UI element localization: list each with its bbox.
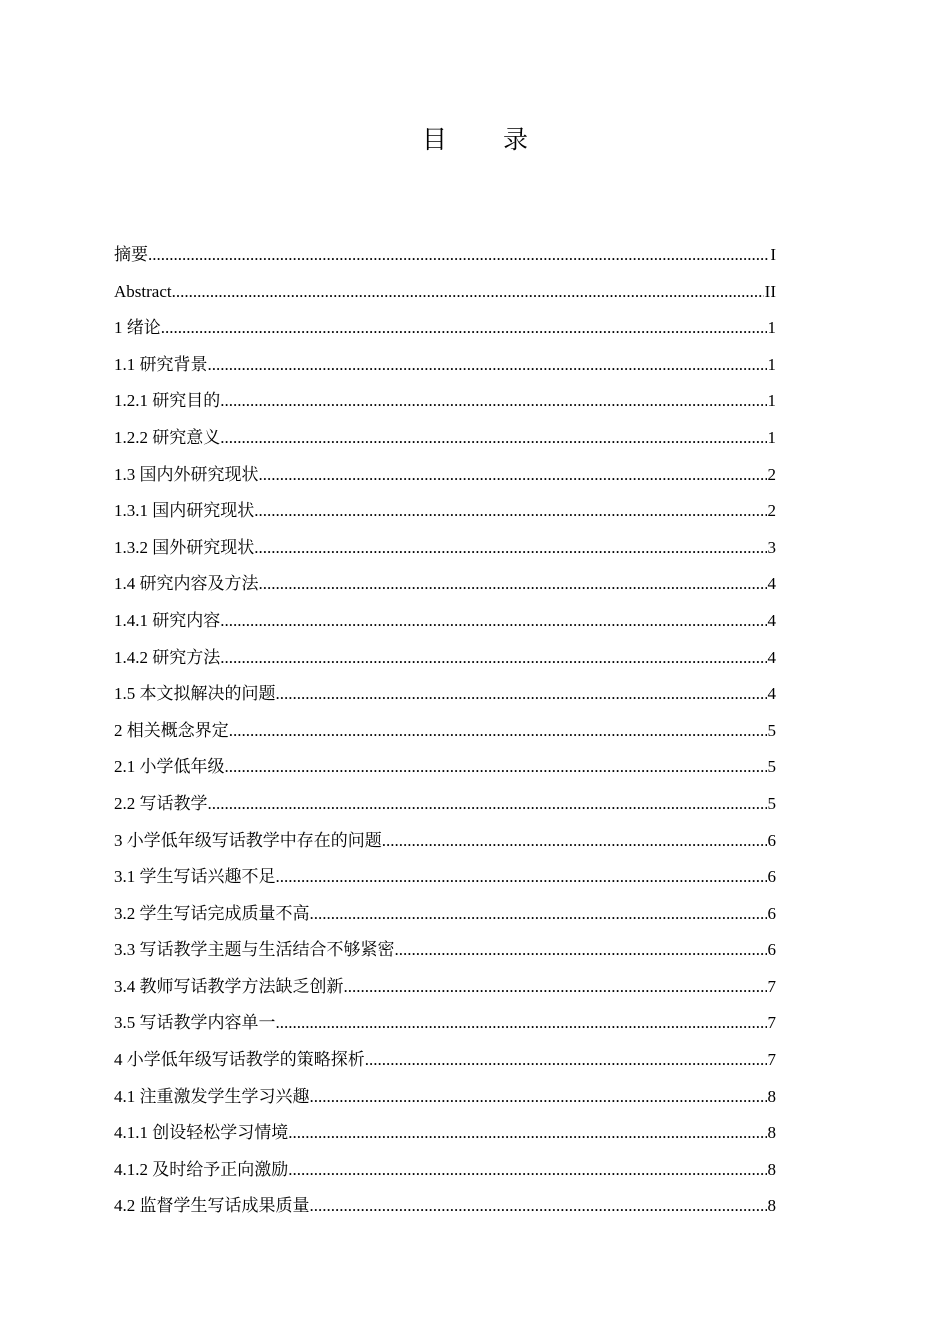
toc-dot-leader: [259, 566, 767, 603]
toc-dot-leader: [395, 932, 767, 969]
toc-dot-leader: [288, 1152, 766, 1189]
toc-dot-leader: [382, 823, 767, 860]
toc-entry-page-number: 1: [767, 318, 776, 338]
toc-entry-label: 3.3 写话教学主题与生活结合不够紧密: [114, 940, 395, 960]
toc-entry-page-number: 5: [767, 720, 776, 740]
toc-dot-leader: [276, 676, 767, 713]
toc-dot-leader: [220, 420, 766, 457]
toc-entry[interactable]: [114, 640, 776, 677]
toc-dot-leader: [148, 237, 769, 274]
toc-entry-page-number: I: [770, 245, 776, 264]
toc-dot-leader: [288, 1115, 766, 1152]
toc-entry[interactable]: [114, 457, 776, 494]
toc-entry[interactable]: [114, 237, 776, 274]
toc-entry-label: 2.1 小学低年级: [114, 757, 225, 777]
toc-entry-page-number: 6: [767, 940, 776, 960]
toc-entry-label: 1.3.1 国内研究现状: [114, 501, 255, 521]
toc-entry-label: 1.2.1 研究目的: [114, 391, 221, 411]
toc-entry-label: 1 绪论: [114, 318, 161, 338]
toc-entry-label: 3 小学低年级写话教学中存在的问题: [114, 830, 382, 850]
toc-entry[interactable]: [114, 383, 776, 420]
toc-entry[interactable]: [114, 1042, 776, 1079]
toc-dot-leader: [276, 1005, 767, 1042]
toc-entry-page-number: 7: [767, 976, 776, 996]
toc-entry-label: 4.2 监督学生写话成果质量: [114, 1196, 310, 1216]
toc-entry-page-number: 6: [767, 903, 776, 923]
toc-entry-page-number: 8: [767, 1123, 776, 1143]
toc-entry[interactable]: [114, 932, 776, 969]
toc-entry-page-number: 6: [767, 830, 776, 850]
toc-entry[interactable]: [114, 603, 776, 640]
toc-entry[interactable]: [114, 1115, 776, 1152]
toc-entry[interactable]: [114, 1079, 776, 1116]
toc-entry-label: Abstract: [114, 281, 172, 301]
toc-entry-page-number: 4: [767, 574, 776, 594]
toc-entry-page-number: 8: [767, 1196, 776, 1216]
toc-entry-label: 3.5 写话教学内容单一: [114, 1013, 276, 1033]
toc-entry[interactable]: [114, 676, 776, 713]
toc-entry-label: 1.3.2 国外研究现状: [114, 537, 255, 557]
toc-entry[interactable]: [114, 969, 776, 1006]
toc-dot-leader: [225, 749, 767, 786]
toc-entry-page-number: 6: [767, 867, 776, 887]
toc-entry[interactable]: [114, 420, 776, 457]
page-title: 目 录: [422, 125, 552, 154]
toc-dot-leader: [254, 530, 766, 567]
toc-entry-page-number: 4: [767, 610, 776, 630]
toc-entry-label: 1.4.2 研究方法: [114, 647, 221, 667]
toc-entry-label: 1.2.2 研究意义: [114, 427, 221, 447]
toc-entry-page-number: 8: [767, 1086, 776, 1106]
toc-dot-leader: [310, 1079, 767, 1116]
toc-entry-page-number: 3: [767, 537, 776, 557]
table-of-contents: [114, 237, 776, 1225]
toc-entry-label: 1.5 本文拟解决的问题: [114, 684, 276, 704]
toc-entry[interactable]: [114, 1152, 776, 1189]
toc-entry-label: 2.2 写话教学: [114, 793, 208, 813]
toc-dot-leader: [344, 969, 767, 1006]
toc-entry-label: 4 小学低年级写话教学的策略探析: [114, 1050, 365, 1070]
toc-entry[interactable]: [114, 859, 776, 896]
toc-entry-label: 4.1.1 创设轻松学习情境: [114, 1123, 289, 1143]
toc-entry-page-number: 4: [767, 684, 776, 704]
toc-dot-leader: [161, 310, 767, 347]
toc-dot-leader: [220, 383, 766, 420]
toc-entry[interactable]: [114, 493, 776, 530]
toc-entry-label: 2 相关概念界定: [114, 720, 229, 740]
toc-entry[interactable]: [114, 566, 776, 603]
toc-entry-label: 1.4 研究内容及方法: [114, 574, 259, 594]
toc-entry-page-number: 7: [767, 1013, 776, 1033]
toc-entry-label: 1.4.1 研究内容: [114, 610, 221, 630]
toc-entry-page-number: 1: [767, 354, 776, 374]
toc-entry[interactable]: [114, 1188, 776, 1225]
toc-entry-label: 3.4 教师写话教学方法缺乏创新: [114, 976, 344, 996]
toc-dot-leader: [365, 1042, 767, 1079]
toc-entry-label: 摘要: [114, 245, 148, 264]
toc-entry[interactable]: [114, 1005, 776, 1042]
toc-entry-page-number: II: [764, 281, 776, 301]
toc-dot-leader: [220, 603, 766, 640]
toc-dot-leader: [229, 713, 767, 750]
toc-entry-page-number: 2: [767, 501, 776, 521]
toc-entry[interactable]: [114, 896, 776, 933]
toc-entry-label: 4.1.2 及时给予正向激励: [114, 1159, 289, 1179]
toc-entry-page-number: 4: [767, 647, 776, 667]
toc-entry-label: 1.1 研究背景: [114, 354, 208, 374]
toc-entry-page-number: 5: [767, 793, 776, 813]
toc-dot-leader: [259, 457, 767, 494]
toc-dot-leader: [310, 1188, 767, 1225]
toc-entry[interactable]: [114, 749, 776, 786]
toc-entry[interactable]: [114, 347, 776, 384]
toc-entry-page-number: 5: [767, 757, 776, 777]
toc-dot-leader: [208, 786, 767, 823]
toc-entry[interactable]: [114, 786, 776, 823]
toc-entry-page-number: 1: [767, 391, 776, 411]
toc-entry-label: 4.1 注重激发学生学习兴趣: [114, 1086, 310, 1106]
toc-entry-page-number: 8: [767, 1159, 776, 1179]
toc-dot-leader: [220, 640, 766, 677]
toc-entry-label: 3.1 学生写话兴趣不足: [114, 867, 276, 887]
toc-dot-leader: [254, 493, 766, 530]
toc-entry-page-number: 2: [767, 464, 776, 484]
toc-entry-label: 1.3 国内外研究现状: [114, 464, 259, 484]
toc-dot-leader: [310, 896, 767, 933]
toc-entry[interactable]: [114, 713, 776, 750]
toc-entry-page-number: 1: [767, 427, 776, 447]
toc-entry[interactable]: [114, 823, 776, 860]
toc-entry[interactable]: [114, 274, 776, 311]
toc-entry-page-number: 7: [767, 1050, 776, 1070]
toc-dot-leader: [172, 274, 764, 311]
toc-entry[interactable]: [114, 530, 776, 567]
toc-dot-leader: [208, 347, 767, 384]
toc-entry[interactable]: [114, 310, 776, 347]
toc-entry-label: 3.2 学生写话完成质量不高: [114, 903, 310, 923]
toc-dot-leader: [276, 859, 767, 896]
